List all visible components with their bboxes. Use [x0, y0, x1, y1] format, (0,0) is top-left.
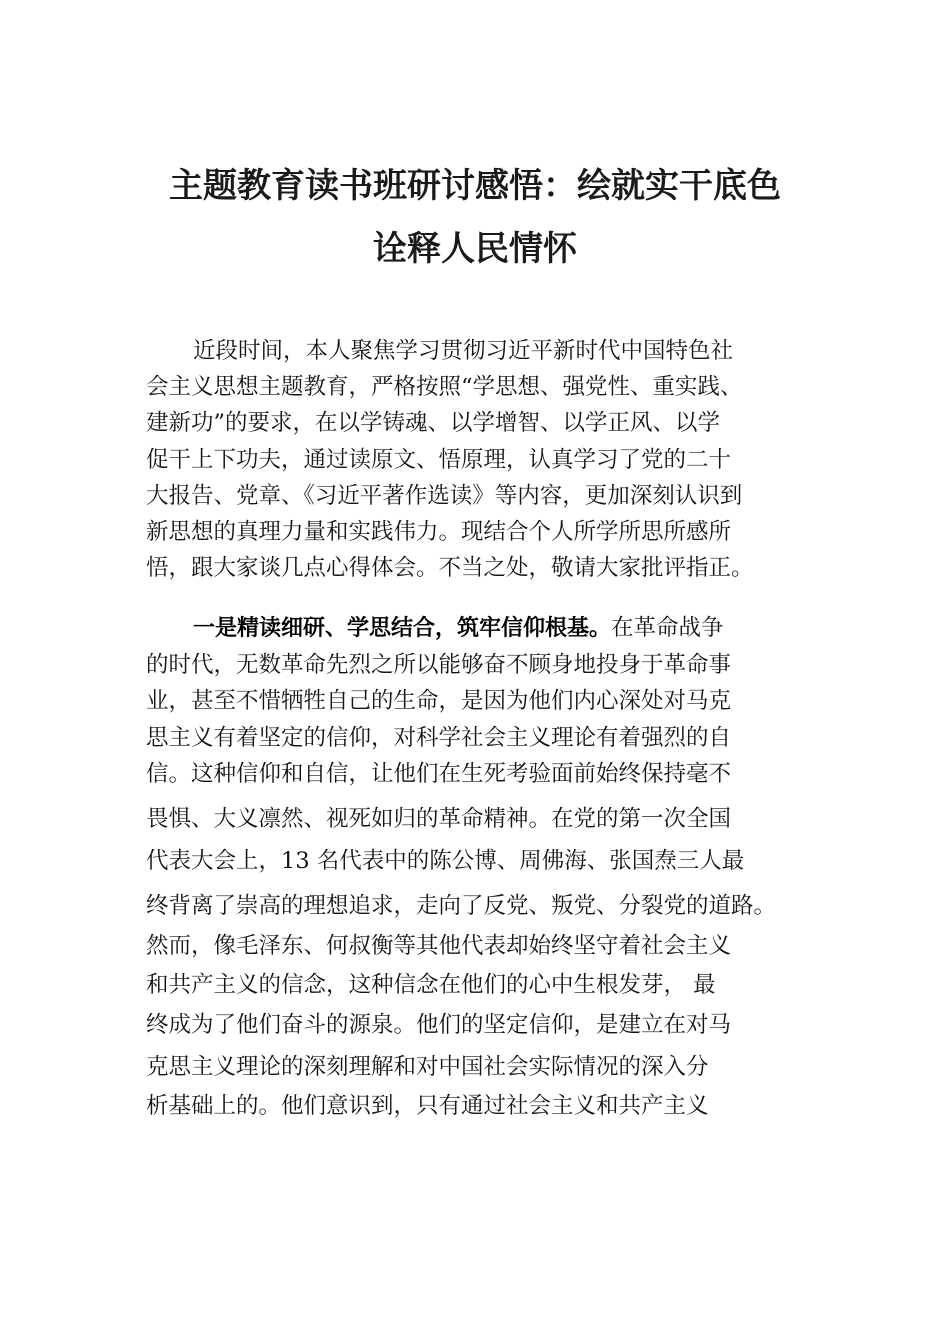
paragraph-2-first-line — [193, 613, 724, 644]
paragraph-1-line: 大报告、党章、《习近平著作选读》等内容，更加深刻认识到 — [146, 483, 743, 509]
paragraph-2-line: 畏惧、大义凛然、视死如归的革命精神。在党的第一次全国 — [146, 806, 732, 832]
paragraph-2-line: 业，甚至不惜牺牲自己的生命，是因为他们内心深处对马克 — [146, 688, 732, 714]
paragraph-2-line: 信。这种信仰和自信，让他们在生死考验面前始终保持毫不 — [146, 761, 732, 787]
paragraph-1-line: 促干上下功夫，通过读原文、悟原理，认真学习了党的二十 — [146, 447, 732, 473]
paragraph-1-line: 悟，跟大家谈几点心得体会。不当之处，敬请大家批评指正。 — [146, 555, 754, 581]
paragraph-2-line: 然而，像毛泽东、何叔衡等其他代表却始终坚守着社会主义 — [146, 933, 732, 959]
paragraph-2-line: 的时代，无数革命先烈之所以能够奋不顾身地投身于革命事 — [146, 652, 732, 678]
paragraph-1-line: 会主义思想主题教育，严格按照“学思想、强党性、重实践、 — [146, 374, 743, 400]
paragraph-2-line: 终成为了他们奋斗的源泉。他们的坚定信仰，是建立在对马 — [146, 1012, 732, 1038]
document-title-line-2: 诠释人民情怀 — [373, 229, 577, 269]
document-title-line-1: 主题教育读书班研讨感悟：绘就实干底色 — [169, 166, 781, 206]
paragraph-1-line: 建新功”的要求，在以学铸魂、以学增智、以学正风、以学 — [146, 410, 721, 436]
paragraph-1-line: 近段时间，本人聚焦学习贯彻习近平新时代中国特色社 — [193, 338, 734, 364]
paragraph-2-line: 思主义有着坚定的信仰，对科学社会主义理论有着强烈的自 — [146, 725, 732, 751]
paragraph-2-line: 克思主义理论的深刻理解和对中国社会实际情况的深入分 — [146, 1054, 709, 1080]
paragraph-2-line: 终背离了崇高的理想追求，走向了反党、叛党、分裂党的道路。 — [146, 893, 777, 919]
paragraph-2-lead-heading: 一是精读细研、学思结合，筑牢信仰根基。 — [193, 616, 612, 641]
paragraph-2-first-line-text: 在革命战争 — [611, 615, 724, 641]
paragraph-1-line: 新思想的真理力量和实践伟力。现结合个人所学所思所感所 — [146, 519, 732, 545]
paragraph-2-line: 和共产主义的信念，这种信念在他们的心中生根发芽， 最 — [146, 972, 716, 998]
paragraph-2-line: 析基础上的。他们意识到，只有通过社会主义和共产主义 — [146, 1093, 709, 1119]
paragraph-2-line: 代表大会上，13 名代表中的陈公博、周佛海、张国焘三人最 — [146, 848, 745, 874]
